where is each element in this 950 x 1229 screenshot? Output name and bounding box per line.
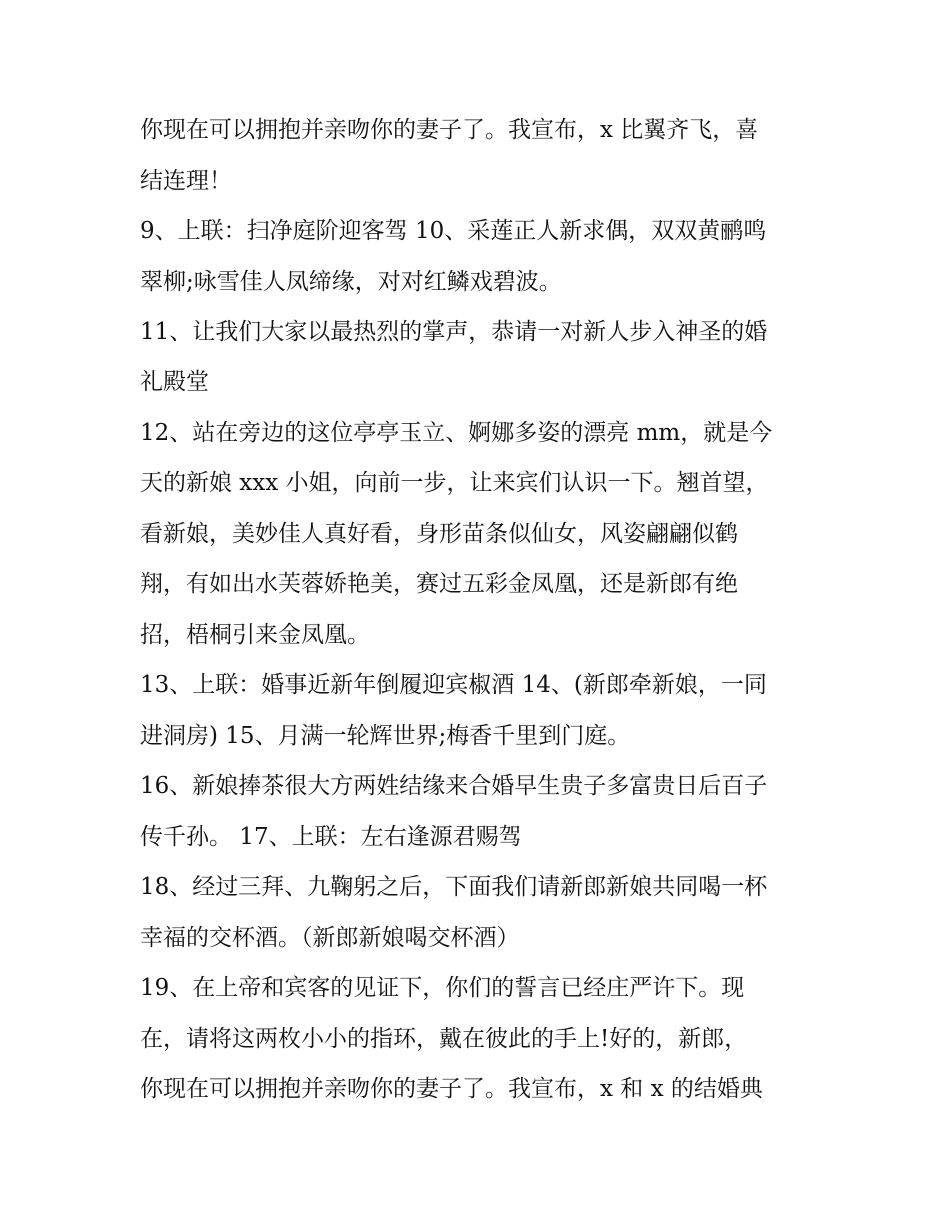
text-line: 翠柳;咏雪佳人凤缔缘，对对红鳞戏碧波。: [140, 269, 562, 295]
text-line: 招，梧桐引来金凤凰。: [140, 622, 370, 648]
text-line: 礼殿堂: [140, 369, 209, 395]
text-line: 天的新娘 xxx 小姐，向前一步，让来宾们认识一下。翘首望，: [140, 470, 769, 496]
text-line: 进洞房) 15、月满一轮辉世界;梅香千里到门庭。: [140, 723, 631, 749]
text-line: 18、经过三拜、九鞠躬之后，下面我们请新郎新娘共同喝一杯: [140, 874, 768, 900]
text-line: 在，请将这两枚小小的指环，戴在彼此的手上!好的，新郎，: [140, 1026, 748, 1052]
text-line: 13、上联：婚事近新年倒履迎宾椒酒 14、(新郎牵新娘，一同: [140, 672, 767, 698]
text-line: 看新娘，美妙佳人真好看，身形苗条似仙女，风姿翩翩似鹤: [140, 521, 738, 547]
text-line: 12、站在旁边的这位亭亭玉立、婀娜多姿的漂亮 mm，就是今: [140, 420, 773, 446]
text-line: 16、新娘捧茶很大方两姓结缘来合婚早生贵子多富贵日后百子: [140, 773, 768, 799]
text-line: 结连理！: [140, 168, 232, 194]
text-line: 你现在可以拥抱并亲吻你的妻子了。我宣布，x 和 x 的结婚典: [140, 1076, 763, 1102]
text-line: 传千孙。 17、上联：左右逢源君赐驾: [140, 824, 522, 850]
text-line: 你现在可以拥抱并亲吻你的妻子了。我宣布，x 比翼齐飞，喜: [140, 117, 759, 143]
text-line: 11、让我们大家以最热烈的掌声，恭请一对新人步入神圣的婚: [140, 319, 768, 345]
text-line: 幸福的交杯酒。（新郎新娘喝交杯酒）: [140, 925, 520, 951]
text-line: 19、在上帝和宾客的见证下，你们的誓言已经庄严许下。现: [140, 975, 745, 1001]
text-line: 翔，有如出水芙蓉娇艳美，赛过五彩金凤凰，还是新郎有绝: [140, 571, 738, 597]
text-line: 9、上联：扫净庭阶迎客驾 10、采莲正人新求偶，双双黄鹂鸣: [140, 218, 767, 244]
